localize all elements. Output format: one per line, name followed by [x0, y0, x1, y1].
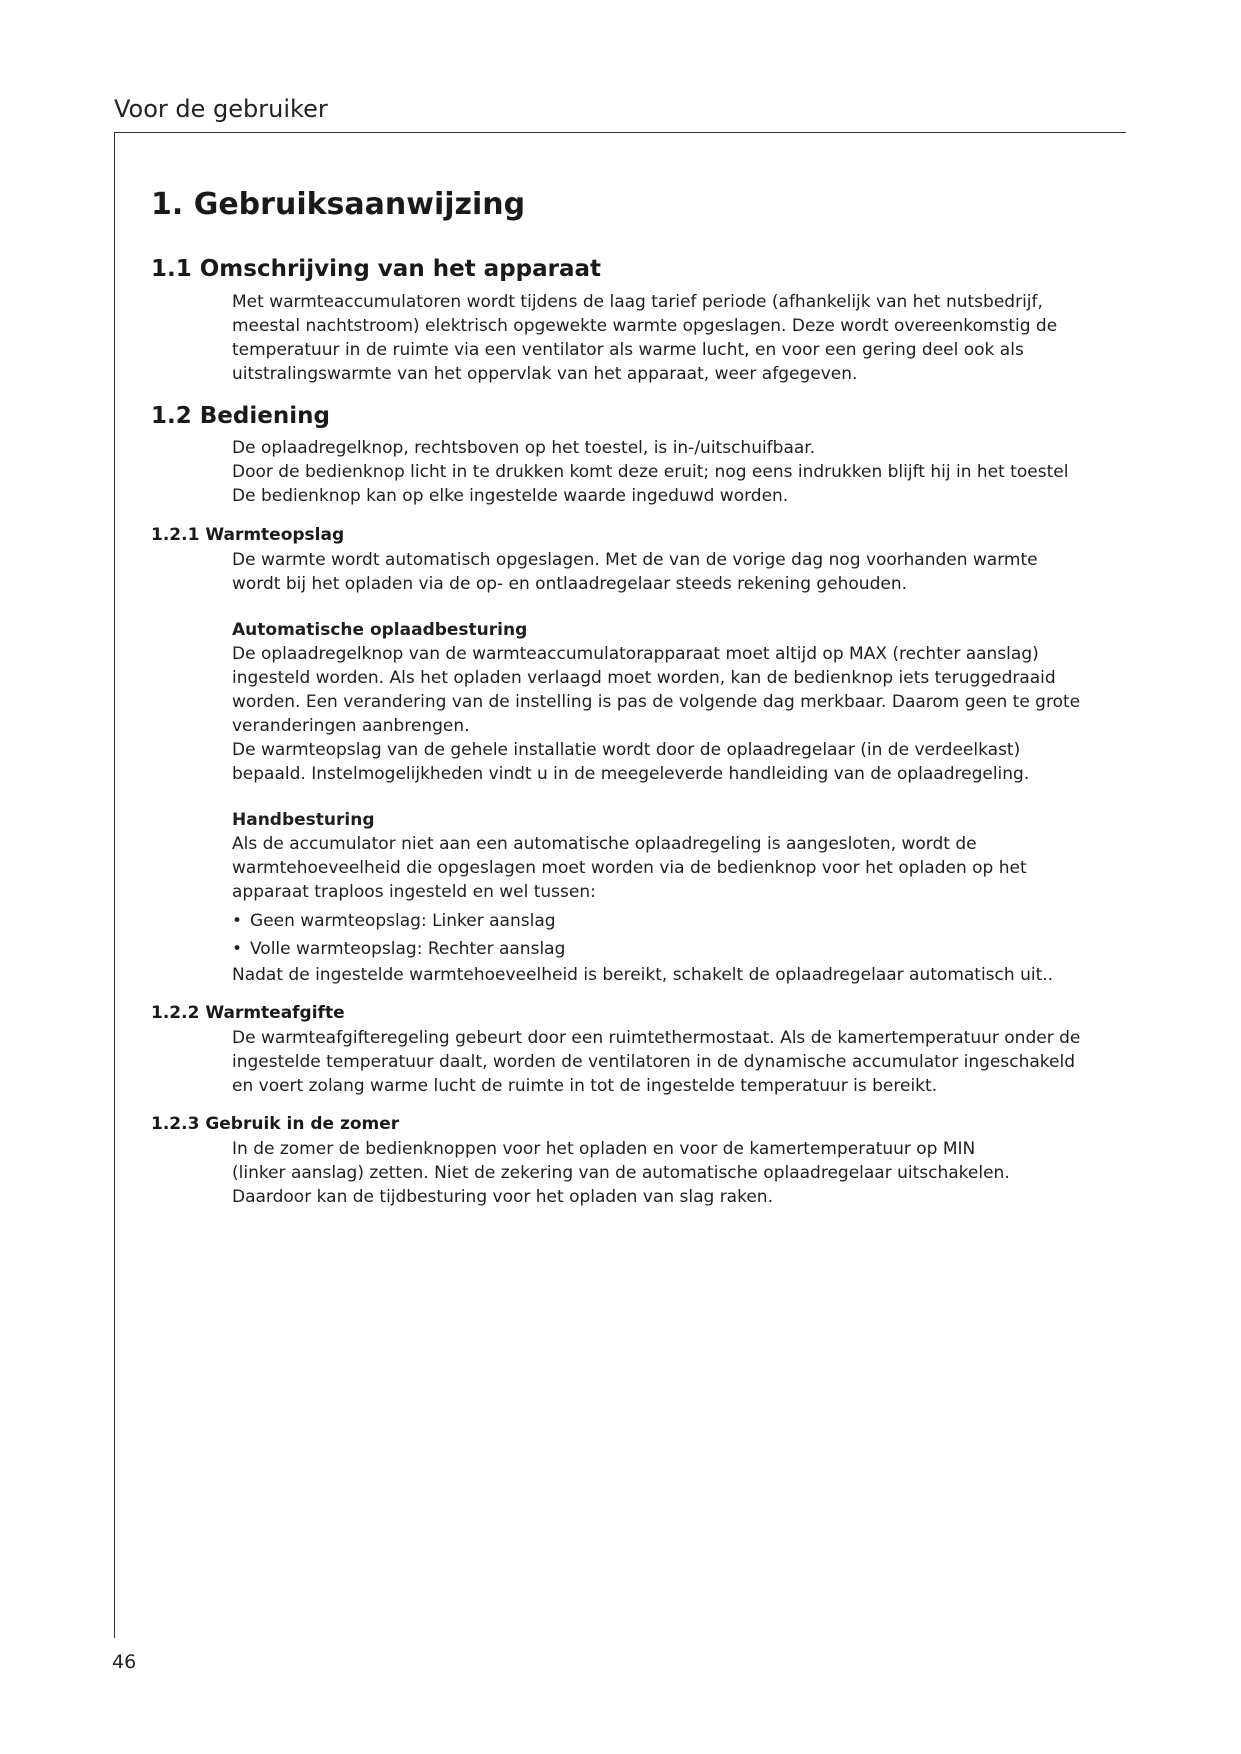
chapter-title: 1. Gebruiksaanwijzing [151, 187, 526, 222]
section-1-2-1-body [232, 548, 1112, 987]
text-line: Daardoor kan de tijdbesturing voor het opladen van slag raken. [232, 1187, 773, 1207]
text-line: warmtehoeveelheid die opgeslagen moet worden via de bedienknop voor het opladen op het [232, 858, 1027, 878]
section-1-2-3-body [232, 1137, 1112, 1209]
text-line: uitstralingswarmte van het oppervlak van het apparaat, weer afgegeven. [232, 364, 858, 384]
text-line: (linker aanslag) zetten. Niet de zekering van de automatische oplaadregelaar uitschakelen. [232, 1163, 1010, 1183]
list-item-text: Geen warmteopslag: Linker aanslag [250, 911, 556, 931]
text-line: temperatuur in de ruimte via een ventilator als warme lucht, en voor een gering deel ook als [232, 340, 1024, 360]
charging-options-list [232, 907, 1112, 963]
text-line: ingestelde temperatuur daalt, worden de ventilatoren in de dynamische accumulator ingeschakeld [232, 1052, 1075, 1072]
auto-charging-heading: Automatische oplaadbesturing [232, 620, 528, 640]
header-rule [114, 132, 1126, 133]
text-line: Als de accumulator niet aan een automatische oplaadregeling is aangesloten, wordt de [232, 834, 977, 854]
text-line: veranderingen aanbrengen. [232, 716, 470, 736]
text-line: De warmte wordt automatisch opgeslagen. Met de van de vorige dag nog voorhanden warmte [232, 550, 1038, 570]
text-line: bepaald. Instelmogelijkheden vindt u in de meegeleverde handleiding van de oplaadregeling. [232, 764, 1030, 784]
page-content [151, 180, 1101, 1209]
list-item [232, 907, 1112, 935]
running-header: Voor de gebruiker [114, 95, 328, 123]
section-1-1-body [232, 290, 1112, 386]
text-line: De warmteafgifteregeling gebeurt door een ruimtethermostaat. Als de kamertemperatuur onder de [232, 1028, 1081, 1048]
text-line: wordt bij het opladen via de op- en ontlaadregelaar steeds rekening gehouden. [232, 574, 908, 594]
page-number: 46 [112, 1651, 137, 1673]
section-1-2-body [232, 436, 1112, 508]
text-line: worden. Een verandering van de instelling is pas de volgende dag merkbaar. Daarom geen te grote [232, 692, 1081, 712]
section-1-2-2-body [232, 1026, 1112, 1098]
bullet-icon: • [232, 911, 243, 931]
text-line: De bedienknop kan op elke ingestelde waarde ingeduwd worden. [232, 486, 789, 506]
section-1-2-1-title: 1.2.1 Warmteopslag [151, 525, 345, 545]
section-1-2-2-title: 1.2.2 Warmteafgifte [151, 1003, 345, 1023]
section-1-1-title: 1.1 Omschrijving van het apparaat [151, 256, 602, 282]
bullet-icon: • [232, 939, 243, 959]
section-1-2-3-title: 1.2.3 Gebruik in de zomer [151, 1114, 400, 1134]
text-line: Door de bedienknop licht in te drukken komt deze eruit; nog eens indrukken blijft hij in het toestel [232, 462, 1069, 482]
list-item-text: Volle warmteopslag: Rechter aanslag [250, 939, 566, 959]
section-1-2-title: 1.2 Bediening [151, 403, 330, 429]
text-line: ingesteld worden. Als het opladen verlaagd moet worden, kan de bedienknop iets teruggedraaid [232, 668, 1056, 688]
text-line: De oplaadregelknop, rechtsboven op het toestel, is in-/uitschuifbaar. [232, 438, 816, 458]
manual-charging-heading: Handbesturing [232, 810, 375, 830]
text-line: Met warmteaccumulatoren wordt tijdens de laag tarief periode (afhankelijk van het nutsbedrijf, [232, 292, 1043, 312]
text-line: De oplaadregelknop van de warmteaccumulatorapparaat moet altijd op MAX (rechter aanslag) [232, 644, 1039, 664]
text-line: Nadat de ingestelde warmtehoeveelheid is bereikt, schakelt de oplaadregelaar automatisch uit.. [232, 965, 1054, 985]
margin-rule [114, 132, 115, 1638]
text-line: In de zomer de bedienknoppen voor het opladen en voor de kamertemperatuur op MIN [232, 1139, 976, 1159]
text-line: en voert zolang warme lucht de ruimte in tot de ingestelde temperatuur is bereikt. [232, 1076, 938, 1096]
list-item [232, 935, 1112, 963]
text-line: meestal nachtstroom) elektrisch opgewekte warmte opgeslagen. Deze wordt overeenkomstig de [232, 316, 1058, 336]
text-line: De warmteopslag van de gehele installatie wordt door de oplaadregelaar (in de verdeelkast) [232, 740, 1021, 760]
text-line: apparaat traploos ingesteld en wel tussen: [232, 882, 596, 902]
